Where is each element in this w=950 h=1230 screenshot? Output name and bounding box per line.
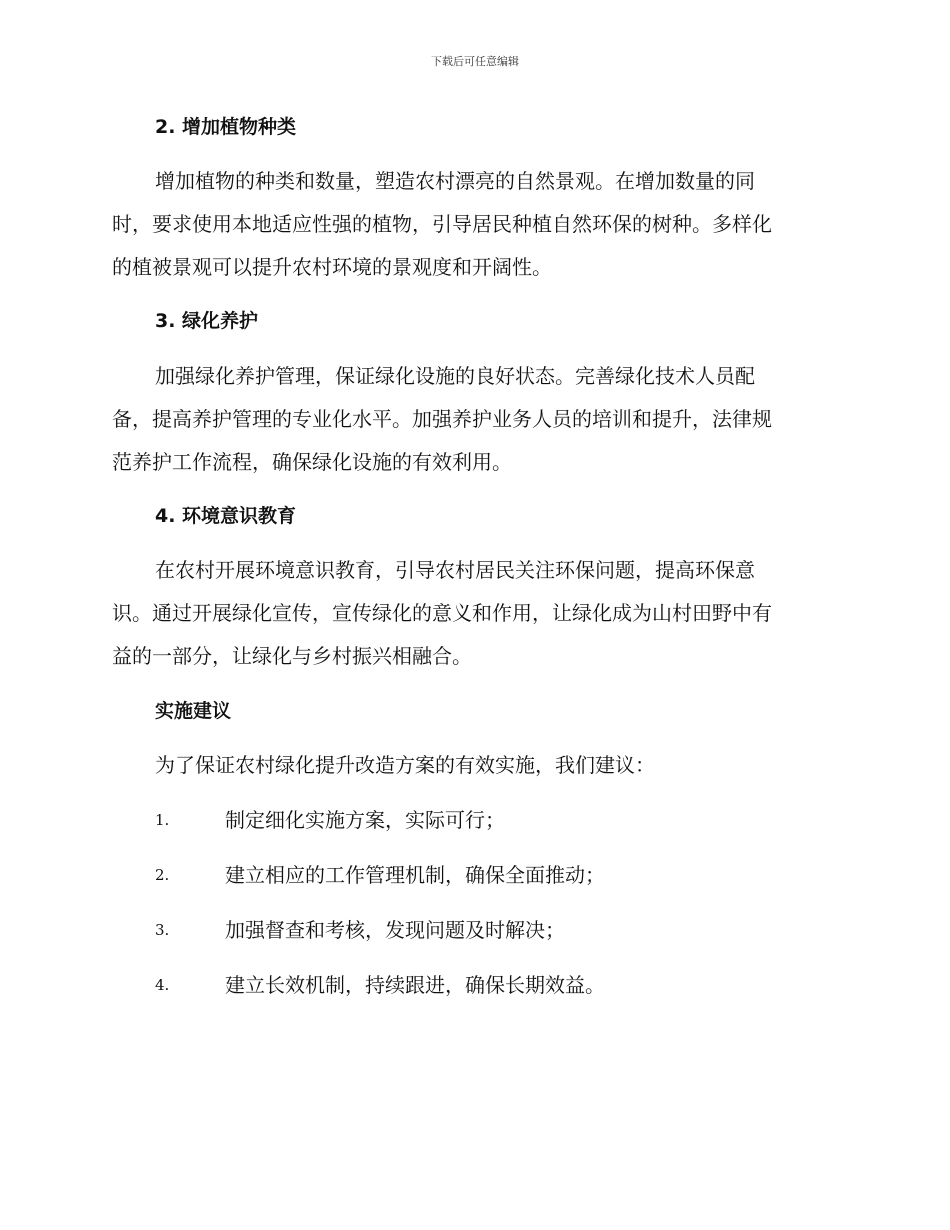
paragraph-line: 益的一部分，让绿化与乡村振兴相融合。	[112, 644, 472, 668]
paragraph-line: 范养护工作流程，确保绿化设施的有效利用。	[112, 450, 512, 474]
paragraph-line: 时，要求使用本地适应性强的植物，引导居民种植自然环保的树种。多样化	[112, 212, 772, 236]
list-item	[155, 971, 605, 999]
list-text: 建立相应的工作管理机制，确保全面推动；	[225, 863, 605, 887]
page-header: 下载后可任意编辑	[431, 55, 519, 68]
section-heading: 3. 绿化养护	[155, 310, 259, 332]
list-item	[155, 806, 505, 834]
list-number: 2.	[155, 866, 170, 884]
section-heading: 4. 环境意识教育	[155, 505, 297, 527]
list-text: 制定细化实施方案，实际可行；	[225, 808, 505, 832]
paragraph-line: 的植被景观可以提升农村环境的景观度和开阔性。	[112, 255, 552, 279]
paragraph-line: 在农村开展环境意识教育，引导农村居民关注环保问题，提高环保意	[155, 558, 755, 582]
paragraph-line: 增加植物的种类和数量，塑造农村漂亮的自然景观。在增加数量的同	[155, 169, 755, 193]
section-paragraph	[112, 160, 832, 289]
list-text: 建立长效机制，持续跟进，确保长期效益。	[225, 973, 605, 997]
implementation-heading: 实施建议	[155, 700, 232, 722]
implementation-intro: 为了保证农村绿化提升改造方案的有效实施，我们建议：	[155, 753, 655, 777]
section-paragraph	[112, 549, 832, 678]
list-number: 3.	[155, 921, 170, 939]
section-heading: 2. 增加植物种类	[155, 116, 297, 138]
paragraph-line: 备，提高养护管理的专业化水平。加强养护业务人员的培训和提升，法律规	[112, 407, 772, 431]
list-item	[155, 861, 605, 889]
paragraph-line: 加强绿化养护管理，保证绿化设施的良好状态。完善绿化技术人员配	[155, 364, 755, 388]
list-number: 4.	[155, 976, 170, 994]
section-paragraph	[112, 355, 832, 484]
list-text: 加强督查和考核，发现问题及时解决；	[225, 918, 565, 942]
list-item	[155, 916, 565, 944]
paragraph-line: 识。通过开展绿化宣传，宣传绿化的意义和作用，让绿化成为山村田野中有	[112, 601, 772, 625]
list-number: 1.	[155, 811, 170, 829]
